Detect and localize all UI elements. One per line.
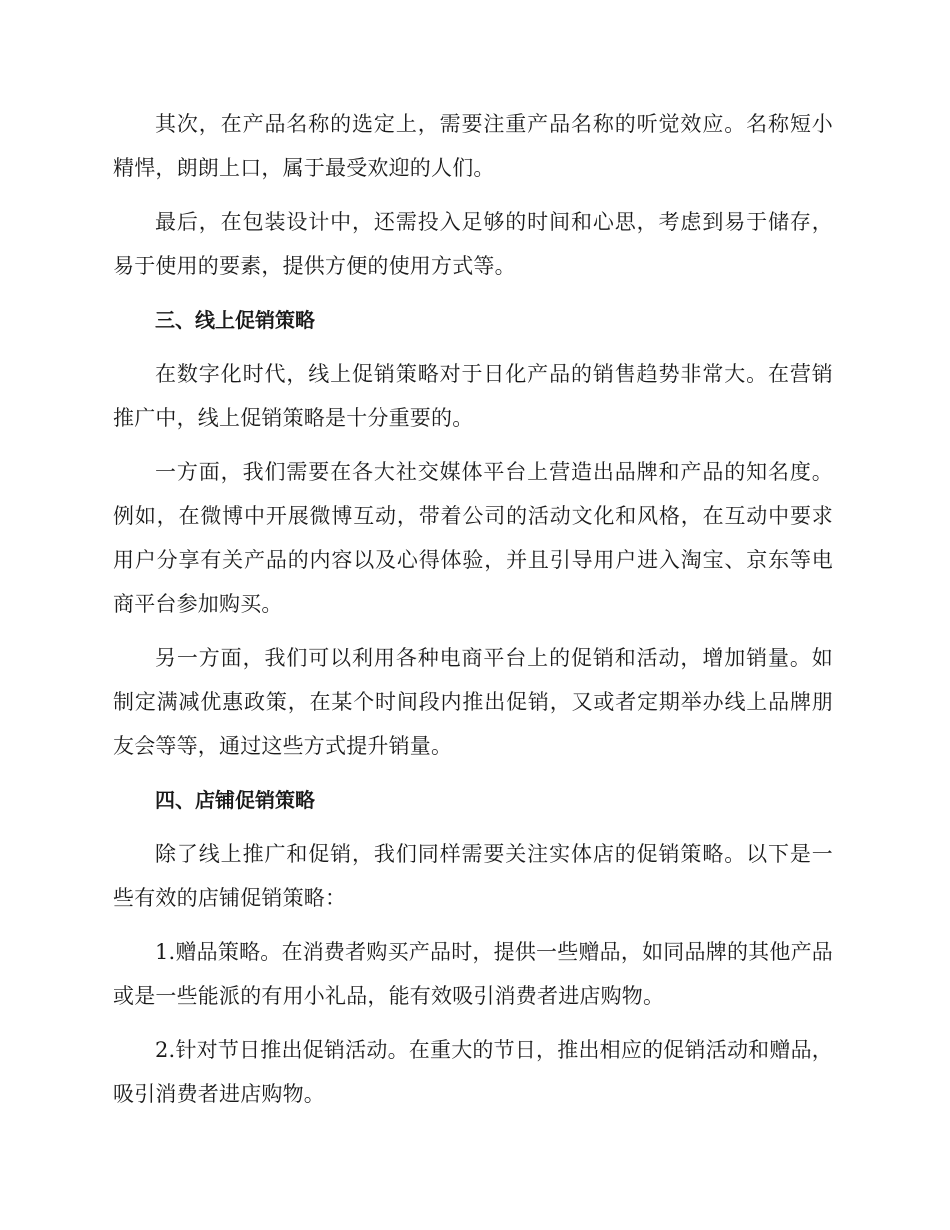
paragraph-ecommerce-promotion: 另一方面，我们可以利用各种电商平台上的促销和活动，增加销量。如制定满减优惠政策，在某个时间段内推出促销，又或者定期举办线上品牌朋友会等等，通过这些方式提升销量。 — [113, 646, 833, 758]
paragraph-holiday-promotion: 2.针对节日推出促销活动。在重大的节日，推出相应的促销活动和赠品，吸引消费者进店购物。 — [113, 1038, 833, 1106]
section-heading-online-promotion: 三、线上促销策略 — [155, 308, 315, 332]
paragraph-store-intro: 除了线上推广和促销，我们同样需要关注实体店的促销策略。以下是一些有效的店铺促销策略： — [113, 842, 833, 910]
paragraph-packaging-design: 最后，在包装设计中，还需投入足够的时间和心思，考虑到易于储存，易于使用的要素，提供方便的使用方式等。 — [113, 210, 833, 278]
section-heading-store-promotion: 四、店铺促销策略 — [155, 788, 315, 812]
paragraph-gift-strategy: 1.赠品策略。在消费者购买产品时，提供一些赠品，如同品牌的其他产品或是一些能派的有用小礼品，能有效吸引消费者进店购物。 — [113, 940, 833, 1008]
document-body — [113, 102, 833, 1126]
paragraph-online-intro: 在数字化时代，线上促销策略对于日化产品的销售趋势非常大。在营销推广中，线上促销策略是十分重要的。 — [113, 362, 833, 430]
paragraph-product-name: 其次，在产品名称的选定上，需要注重产品名称的听觉效应。名称短小精悍，朗朗上口，属于最受欢迎的人们。 — [113, 112, 833, 180]
paragraph-social-media: 一方面，我们需要在各大社交媒体平台上营造出品牌和产品的知名度。例如，在微博中开展微博互动，带着公司的活动文化和风格，在互动中要求用户分享有关产品的内容以及心得体验，并且引导用户进入淘宝、京东等电商平台参加购买。 — [113, 460, 833, 616]
